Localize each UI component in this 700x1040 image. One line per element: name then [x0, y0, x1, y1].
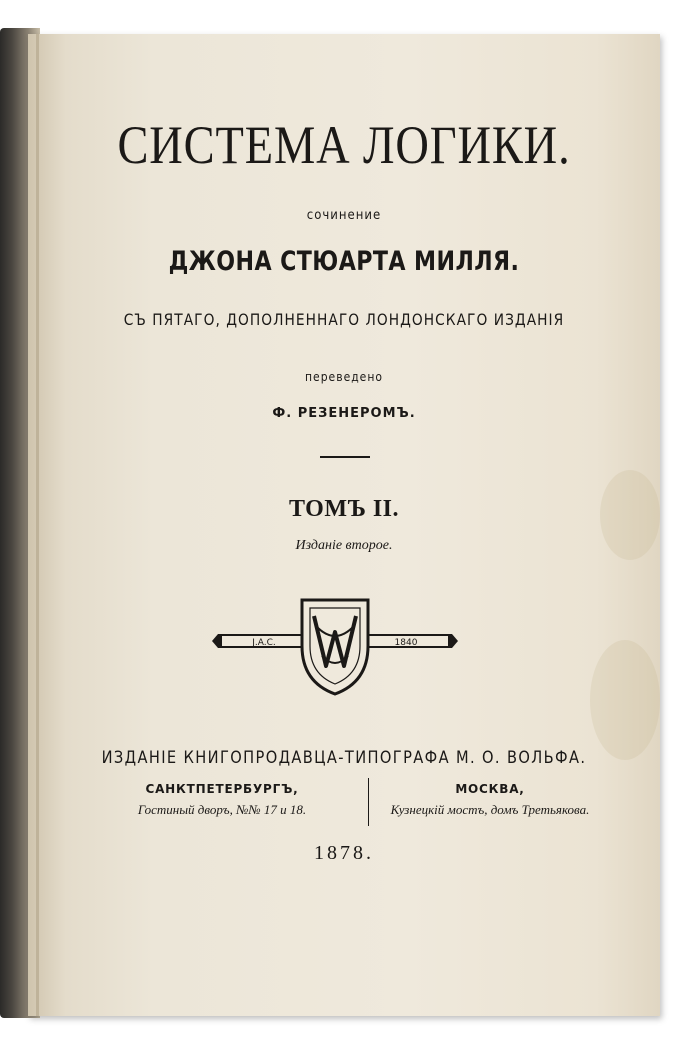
imprint-right: [380, 782, 600, 818]
city-right: МОСКВА,: [455, 782, 525, 796]
page-gutter: [36, 34, 39, 1016]
author-name: ДЖОНА СТЮАРТА МИЛЛЯ.: [168, 246, 520, 277]
left-banner: [212, 634, 310, 648]
right-banner: [360, 634, 458, 648]
translated-label: переведено: [305, 370, 383, 384]
publisher-line: ИЗДАНІЕ КНИГОПРОДАВЦА-ТИПОГРАФА М. О. ВОЛЬФА.: [101, 748, 587, 768]
address-right: Кузнецкій мостъ, домъ Третьякова.: [390, 802, 590, 817]
address-left: Гостиный дворъ, №№ 17 и 18.: [137, 802, 307, 817]
imprint-left: [92, 782, 352, 818]
city-left: САНКТПЕТЕРБУРГЪ,: [145, 782, 299, 796]
volume-number: ТОМЪ II.: [288, 496, 400, 522]
publication-year: 1878.: [314, 842, 374, 864]
separator-rule: [320, 456, 370, 458]
shield-icon: [302, 600, 368, 694]
edition-note: СЪ ПЯТАГО, ДОПОЛНЕННАГО ЛОНДОНСКАГО ИЗДАНІЯ: [123, 310, 565, 329]
right-banner-text: 1840: [394, 638, 418, 648]
translator-name: Ф. РЕЗЕНЕРОМЪ.: [272, 406, 416, 421]
title-page: [28, 34, 660, 1016]
edition-label: Изданіе второе.: [295, 538, 393, 553]
work-label: сочинение: [306, 208, 382, 223]
paper-stain: [590, 640, 660, 760]
publisher-emblem: [210, 596, 460, 696]
book-title: СИСТЕМА ЛОГИКИ.: [117, 115, 571, 175]
left-banner-text: J.A.C.: [252, 638, 276, 648]
imprint-divider: [368, 778, 369, 826]
